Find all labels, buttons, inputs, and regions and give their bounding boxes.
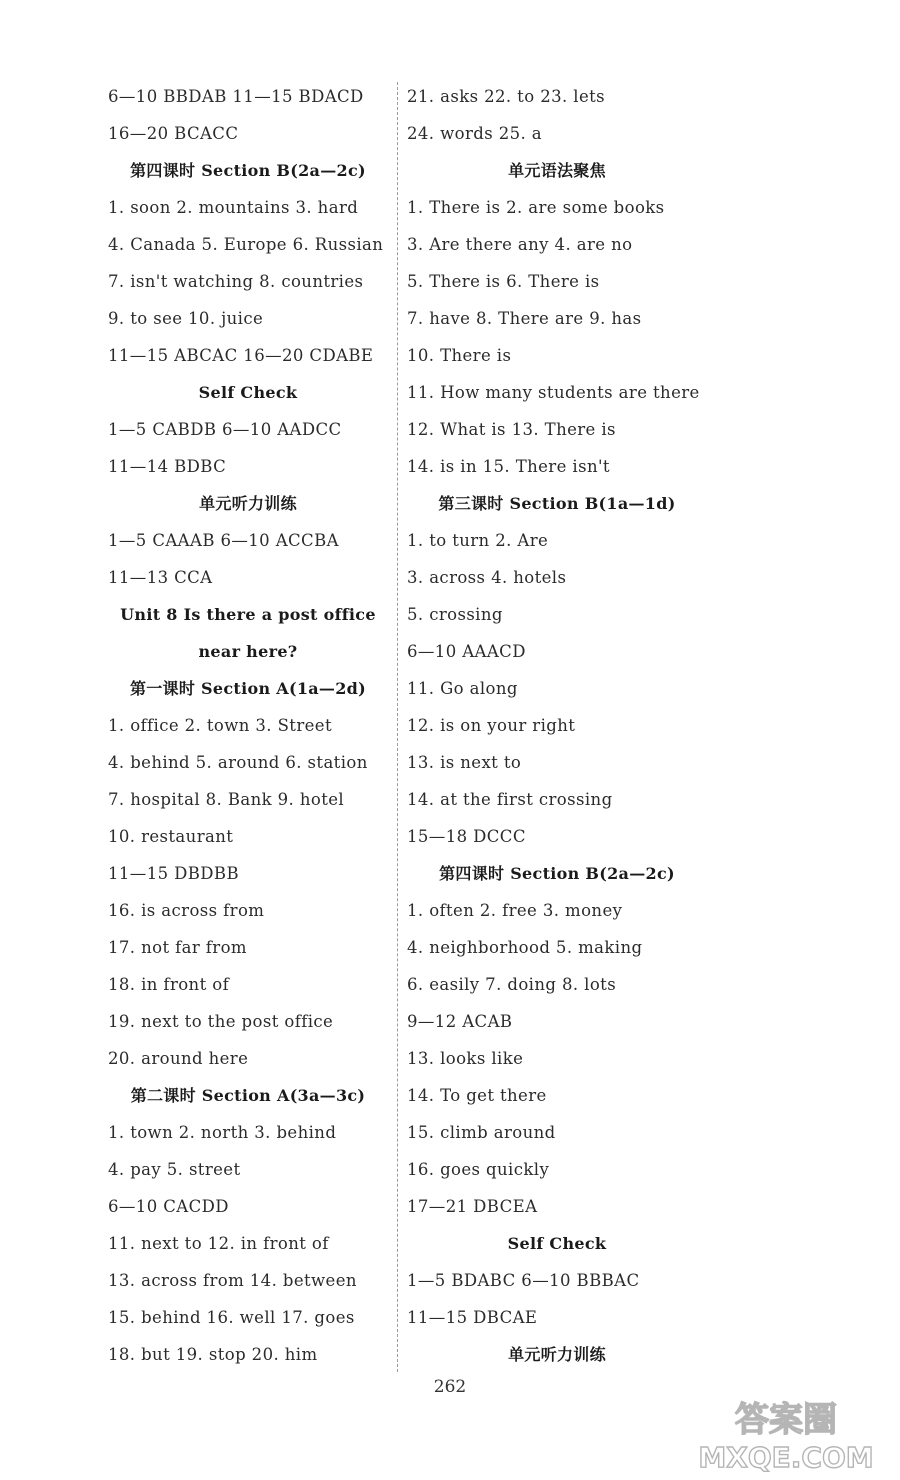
answer-line: 11—15 DBCAE xyxy=(407,1308,538,1327)
answer-line: 4. pay 5. street xyxy=(108,1160,241,1179)
answer-line: 13. is next to xyxy=(407,753,522,772)
section-heading: 第二课时 Section A(3a—3c) xyxy=(130,1086,366,1105)
answer-line: 18. but 19. stop 20. him xyxy=(108,1345,318,1364)
answer-line: 3. Are there any 4. are no xyxy=(407,235,633,254)
right-column xyxy=(407,78,707,1373)
answer-line: 6—10 BBDAB 11—15 BDACD xyxy=(108,87,364,106)
answer-line: 7. isn't watching 8. countries xyxy=(108,272,364,291)
answer-line: 1—5 CABDB 6—10 AADCC xyxy=(108,420,342,439)
answer-line: 1. office 2. town 3. Street xyxy=(108,716,332,735)
left-column xyxy=(108,78,388,1373)
answer-line: 1—5 CAAAB 6—10 ACCBA xyxy=(108,531,339,550)
answer-line: 11. next to 12. in front of xyxy=(108,1234,329,1253)
answer-line: 9. to see 10. juice xyxy=(108,309,264,328)
column-divider xyxy=(397,82,398,1372)
answer-line: 11. Go along xyxy=(407,679,518,698)
answer-line: 16—20 BCACC xyxy=(108,124,239,143)
answer-line: 17. not far from xyxy=(108,938,247,957)
watermark-bottom-text: MXQE.COM xyxy=(698,1441,874,1474)
section-heading: Unit 8 Is there a post office xyxy=(120,605,376,624)
answer-line: 1. There is 2. are some books xyxy=(407,198,665,217)
answer-line: 1—5 BDABC 6—10 BBBAC xyxy=(407,1271,640,1290)
answer-line: 1. often 2. free 3. money xyxy=(407,901,623,920)
answer-line: 11—14 BDBC xyxy=(108,457,227,476)
section-heading: 单元语法聚焦 xyxy=(508,161,606,180)
answer-line: 6—10 CACDD xyxy=(108,1197,229,1216)
answer-line: 4. behind 5. around 6. station xyxy=(108,753,368,772)
answer-line: 14. To get there xyxy=(407,1086,547,1105)
answer-line: 20. around here xyxy=(108,1049,249,1068)
answer-line: 4. neighborhood 5. making xyxy=(407,938,643,957)
answer-line: 12. is on your right xyxy=(407,716,576,735)
answer-line: 6. easily 7. doing 8. lots xyxy=(407,975,617,994)
answer-line: 11—15 DBDBB xyxy=(108,864,239,883)
watermark-logo xyxy=(686,1395,886,1475)
answer-line: 3. across 4. hotels xyxy=(407,568,567,587)
answer-line: 16. goes quickly xyxy=(407,1160,550,1179)
section-heading: 第四课时 Section B(2a—2c) xyxy=(130,161,366,180)
answer-line: 10. restaurant xyxy=(108,827,234,846)
page-number: 262 xyxy=(433,1377,467,1397)
section-heading: 第三课时 Section B(1a—1d) xyxy=(438,494,676,513)
answer-line: 5. There is 6. There is xyxy=(407,272,600,291)
watermark-top-text: 答案圈 xyxy=(735,1400,837,1440)
answer-line: 11. How many students are there xyxy=(407,383,700,402)
answer-line: 7. have 8. There are 9. has xyxy=(407,309,642,328)
answer-line: 15—18 DCCC xyxy=(407,827,526,846)
answer-line: 19. next to the post office xyxy=(108,1012,334,1031)
section-heading: near here? xyxy=(198,642,298,661)
section-heading: Self Check xyxy=(507,1234,607,1253)
section-heading: Self Check xyxy=(198,383,298,402)
answer-line: 11—15 ABCAC 16—20 CDABE xyxy=(108,346,374,365)
answer-line: 4. Canada 5. Europe 6. Russian xyxy=(108,235,384,254)
answer-line: 15. behind 16. well 17. goes xyxy=(108,1308,355,1327)
answer-line: 15. climb around xyxy=(407,1123,556,1142)
answer-line: 1. town 2. north 3. behind xyxy=(108,1123,337,1142)
answer-line: 9—12 ACAB xyxy=(407,1012,513,1031)
answer-line: 12. What is 13. There is xyxy=(407,420,616,439)
answer-line: 18. in front of xyxy=(108,975,230,994)
answer-line: 16. is across from xyxy=(108,901,265,920)
answer-line: 11—13 CCA xyxy=(108,568,213,587)
answer-line: 10. There is xyxy=(407,346,512,365)
answer-line: 17—21 DBCEA xyxy=(407,1197,538,1216)
watermark-logo-image xyxy=(686,1395,886,1475)
answer-line: 13. looks like xyxy=(407,1049,524,1068)
answer-line: 7. hospital 8. Bank 9. hotel xyxy=(108,790,345,809)
answer-line: 21. asks 22. to 23. lets xyxy=(407,87,606,106)
section-heading: 第四课时 Section B(2a—2c) xyxy=(439,864,675,883)
answer-line: 1. soon 2. mountains 3. hard xyxy=(108,198,359,217)
section-heading: 单元听力训练 xyxy=(508,1345,606,1364)
answer-line: 14. at the first crossing xyxy=(407,790,613,809)
section-heading: 单元听力训练 xyxy=(199,494,297,513)
answer-line: 1. to turn 2. Are xyxy=(407,531,549,550)
answer-line: 14. is in 15. There isn't xyxy=(407,457,610,476)
answer-line: 5. crossing xyxy=(407,605,503,624)
section-heading: 第一课时 Section A(1a—2d) xyxy=(129,679,367,698)
answer-line: 6—10 AAACD xyxy=(407,642,526,661)
answer-line: 13. across from 14. between xyxy=(108,1271,357,1290)
answer-line: 24. words 25. a xyxy=(407,124,543,143)
